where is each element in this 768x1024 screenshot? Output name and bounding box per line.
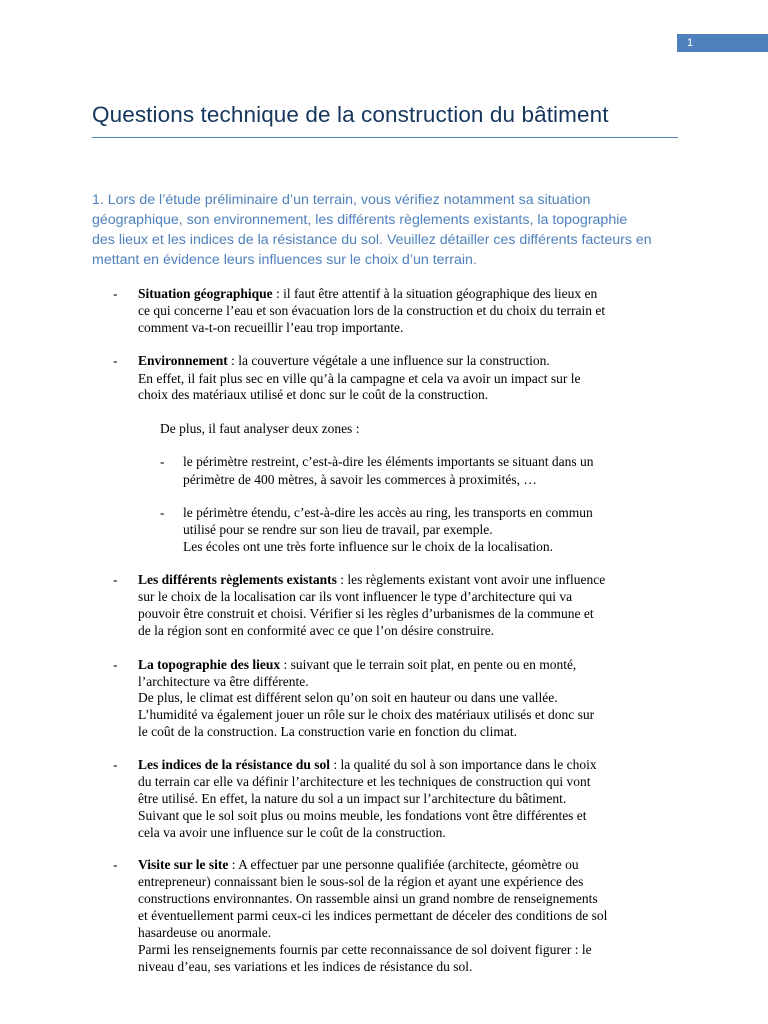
question-line: 1. Lors de l’étude préliminaire d’un terrain, vous vérifiez notamment sa situation [92, 192, 591, 208]
item-text: : la qualité du sol à son importance dans le choix [330, 757, 597, 772]
item-text: ce qui concerne l’eau et son évacuation lors de la construction et du choix du terrain et [138, 303, 606, 318]
sub-item-perimetre-etendu: le périmètre étendu, c’est-à-dire les accès au ring, les transports en commun [183, 505, 593, 520]
item-term: Situation géographique [138, 286, 273, 301]
item-text: de la région sont en conformité avec ce que l’on désire construire. [138, 623, 495, 638]
list-item-situation [138, 286, 597, 302]
list-item-indices [138, 757, 597, 773]
sub-list-bullet: - [160, 454, 165, 469]
item-text: : la couverture végétale a une influence sur la construction. [227, 353, 550, 368]
item-text: En effet, il fait plus sec en ville qu’à la campagne et cela va avoir un impact sur le [138, 371, 581, 386]
question-heading [92, 190, 692, 270]
list-item-topographie [138, 657, 576, 673]
item-text: cela va avoir une influence sur le coût de la construction. [138, 825, 446, 840]
item-text: l’architecture va être différente. [138, 674, 309, 689]
list-bullet: - [113, 757, 118, 772]
item-text: L’humidité va également jouer un rôle sur le choix des matériaux utilisés et donc sur [138, 707, 595, 722]
item-text: : les règlements existant vont avoir une influence [336, 572, 606, 587]
item-text: choix des matériaux utilisé et donc sur le coût de la construction. [138, 387, 489, 402]
item-text: pouvoir être construit et choisi. Vérifier si les règles d’urbanismes de la commune et [138, 606, 594, 621]
item-text: sur le choix de la localisation car ils vont influencer le type d’architecture qui va [138, 589, 573, 604]
item-term: La topographie des lieux [138, 657, 281, 672]
item-text: hasardeuse ou anormale. [138, 925, 272, 940]
question-line: mettant en évidence leurs influences sur le choix d’un terrain. [92, 252, 477, 268]
item-text: et éventuellement parmi ceux-ci les indices permettant de déceler des conditions de sol [138, 908, 608, 923]
item-text: De plus, le climat est différent selon qu’on soit en hauteur ou dans une vallée. [138, 690, 558, 705]
list-bullet: - [113, 353, 118, 368]
question-line: des lieux et les indices de la résistance du sol. Veuillez détailler ces différents facteurs en [92, 232, 652, 248]
sub-item-perimetre-restreint: le périmètre restreint, c’est-à-dire les éléments importants se situant dans un [183, 454, 594, 469]
item-text: entrepreneur) connaissant bien le sous-sol de la région et ayant une expérience des [138, 874, 584, 889]
item-text: périmètre de 400 mètres, à savoir les commerces à proximités, … [183, 472, 537, 487]
item-text: constructions environnantes. On rassemble ainsi un grand nombre de renseignements [138, 891, 598, 906]
list-item-environnement [138, 353, 550, 369]
item-text: : il faut être attentif à la situation géographique des lieux en [272, 286, 598, 301]
item-text: du terrain car elle va définir l’architecture et les techniques de construction qui vont [138, 774, 591, 789]
list-bullet: - [113, 657, 118, 672]
item-text: comment va-t-on recueillir l’eau trop importante. [138, 320, 404, 335]
item-term: Les indices de la résistance du sol [138, 757, 331, 772]
question-line: géographique, son environnement, les différents règlements existants, la topographie [92, 212, 628, 228]
item-text: Les écoles ont une très forte influence sur le choix de la localisation. [183, 539, 553, 554]
item-text: Suivant que le sol soit plus ou moins meuble, les fondations vont être différentes et [138, 808, 587, 823]
item-text: niveau d’eau, ses variations et les indices de résistance du sol. [138, 959, 473, 974]
item-text: De plus, il faut analyser deux zones : [160, 421, 360, 436]
list-bullet: - [113, 857, 118, 872]
list-item-visite [138, 857, 579, 873]
item-text: : suivant que le terrain soit plat, en pente ou en monté, [280, 657, 577, 672]
list-bullet: - [113, 572, 118, 587]
title-underline [92, 137, 678, 138]
item-text: être utilisé. En effet, la nature du sol a un impact sur l’architecture du bâtiment. [138, 791, 567, 806]
item-term: Visite sur le site [138, 857, 229, 872]
item-text: le coût de la construction. La construction varie en fonction du climat. [138, 724, 518, 739]
item-text: utilisé pour se rendre sur son lieu de travail, par exemple. [183, 522, 493, 537]
sub-list-bullet: - [160, 505, 165, 520]
list-bullet: - [113, 286, 118, 301]
item-text: Parmi les renseignements fournis par cette reconnaissance de sol doivent figurer : le [138, 942, 592, 957]
list-item-reglements [138, 572, 605, 588]
document-title: Questions technique de la construction du bâtiment [92, 102, 609, 127]
item-term: Les différents règlements existants [138, 572, 337, 587]
item-term: Environnement [138, 353, 228, 368]
item-text: : A effectuer par une personne qualifiée (architecte, géomètre ou [228, 857, 579, 872]
page-number: 1 [677, 34, 768, 52]
